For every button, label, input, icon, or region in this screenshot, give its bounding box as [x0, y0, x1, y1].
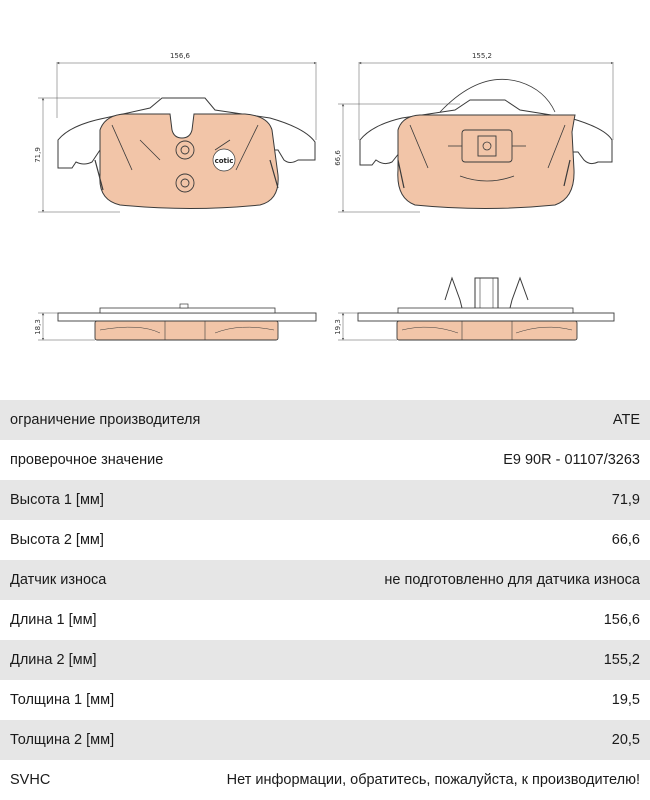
spec-row-height-1	[0, 480, 650, 520]
spec-label: Длина 2 [мм]	[10, 652, 97, 668]
dim-height-1-label: 71,9	[34, 147, 42, 163]
dim-height-2-label: 66,6	[334, 150, 342, 166]
spec-row-check-value	[0, 440, 650, 480]
spec-label: SVHC	[10, 772, 51, 788]
spec-label: проверочное значение	[10, 452, 164, 468]
spec-value: 20,5	[611, 732, 640, 748]
spec-value: ATE	[612, 412, 640, 428]
pad-side-view-left	[58, 304, 316, 340]
spec-row-thickness-1	[0, 680, 650, 720]
spec-label: ограничение производителя	[10, 412, 201, 428]
spec-label: Высота 1 [мм]	[10, 492, 104, 508]
dim-thickness-1-label: 18,3	[34, 319, 42, 335]
spec-row-thickness-2	[0, 720, 650, 760]
dim-length-1-label: 156,6	[169, 52, 191, 60]
spec-value: E9 90R - 01107/3263	[503, 452, 640, 468]
spec-value: 71,9	[611, 492, 640, 508]
spec-row-svhc	[0, 760, 650, 800]
cotic-logo-text: cotic	[214, 157, 234, 165]
dim-length-2-label: 155,2	[471, 52, 493, 60]
spec-label: Датчик износа	[10, 572, 107, 588]
spec-label: Высота 2 [мм]	[10, 532, 104, 548]
spec-label: Толщина 2 [мм]	[10, 732, 115, 748]
spec-label: Толщина 1 [мм]	[10, 692, 115, 708]
spec-value: 19,5	[611, 692, 640, 708]
spec-row-manufacturer-restriction	[0, 400, 650, 440]
dim-thickness-2-label: 19,3	[334, 319, 342, 335]
spec-row-length-2	[0, 640, 650, 680]
spec-value: Нет информации, обратитесь, пожалуйста, к производителю!	[226, 772, 640, 788]
spec-row-height-2	[0, 520, 650, 560]
spec-value: 66,6	[611, 532, 640, 548]
spec-label: Длина 1 [мм]	[10, 612, 97, 628]
pad-front-view-right	[360, 79, 612, 208]
specs-table	[0, 400, 650, 800]
spec-row-length-1	[0, 600, 650, 640]
spec-value: 155,2	[603, 652, 640, 668]
pad-front-view-left	[58, 98, 315, 209]
spec-value: 156,6	[603, 612, 640, 628]
spec-value: не подготовленно для датчика износа	[384, 572, 640, 588]
spec-row-wear-sensor	[0, 560, 650, 600]
pad-side-view-right	[358, 278, 614, 340]
